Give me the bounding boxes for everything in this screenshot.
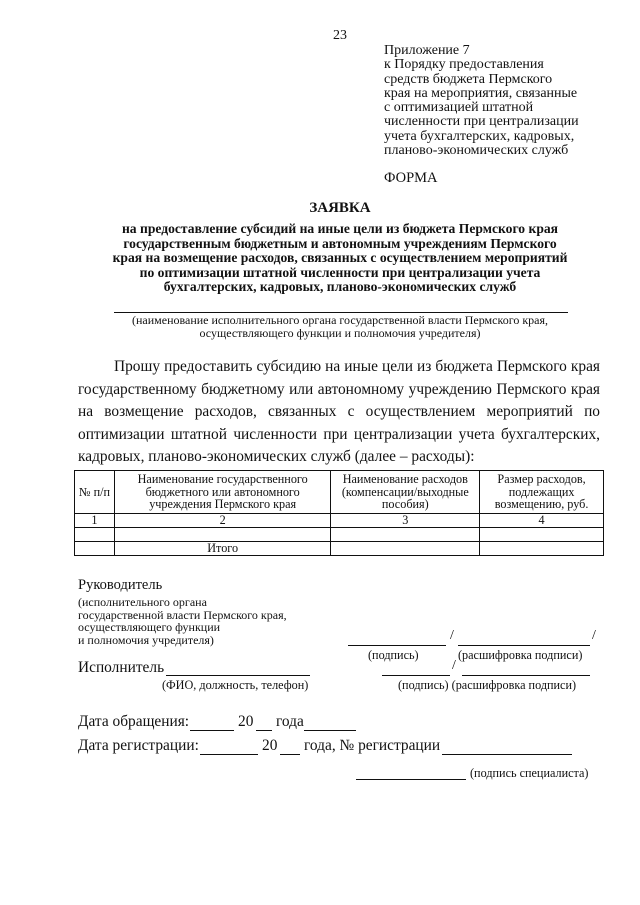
column-number: 3 — [331, 514, 480, 528]
application-year-suffix: года — [276, 713, 304, 730]
table-total-row — [75, 541, 604, 555]
org-caption-line: (наименование исполнительного органа государственной власти Пермского края, — [131, 313, 548, 327]
slash: / — [452, 658, 456, 673]
registration-date-label: Дата регистрации: — [78, 737, 199, 754]
head-caption-line: (исполнительного органа — [78, 595, 207, 609]
specialist-caption: (подпись специалиста) — [470, 766, 589, 780]
annex-line: Приложение 7 — [384, 43, 470, 58]
form-label: ФОРМА — [384, 170, 438, 186]
table-cell[interactable] — [114, 527, 331, 541]
table-row — [75, 527, 604, 541]
transcript-caption: (расшифровка подписи) — [458, 648, 583, 662]
annex-line: учета бухгалтерских, кадровых, — [384, 128, 575, 144]
executor-label: Исполнитель — [78, 659, 165, 676]
annex-line: к Порядку предоставления — [384, 57, 544, 73]
total-label: Итого — [114, 541, 331, 555]
annex-header — [384, 44, 616, 158]
page-number: 23 — [333, 28, 347, 43]
application-year-field[interactable] — [256, 730, 272, 731]
annex-line: планово-экономических служб — [384, 143, 569, 159]
application-extra-field[interactable] — [304, 730, 356, 731]
table-cell[interactable] — [331, 541, 480, 555]
request-text: Прошу предоставить субсидию на иные цели из бюджета Пермского края государственному бюджетному или автономному учреждению Пермского края на возмещение расходов, связанных с осуществлением мероприятий по оптимизации штатной численности при централизации учета бухгалтерских, кадровых, планово-экономических служб (далее – расходы): — [78, 358, 600, 466]
application-date-label: Дата обращения: — [78, 713, 190, 730]
head-caption-line: осуществляющего функции — [78, 620, 221, 635]
request-paragraph — [78, 356, 600, 469]
specialist-signature-field[interactable] — [356, 779, 466, 780]
executor-name-field[interactable] — [166, 675, 310, 676]
annex-line: средств бюджета Пермского — [384, 71, 553, 87]
head-transcript-field[interactable] — [458, 645, 590, 646]
head-title: Руководитель — [78, 577, 163, 593]
application-year: 20 — [238, 713, 254, 730]
subtitle-line: на предоставление субсидий на иные цели из бюджета Пермского края — [121, 221, 559, 236]
org-caption-line: осуществляющего функции и полномочия учредителя) — [199, 326, 481, 340]
document-title: ЗАЯВКА — [309, 200, 371, 216]
table-column-numbers-row — [75, 514, 604, 528]
column-number: 4 — [480, 514, 604, 528]
header-expense-amount: Размер расходов, подлежащих возмещению, руб. — [480, 471, 604, 514]
subtitle-line: бухгалтерских, кадровых, планово-экономических служб — [163, 279, 517, 294]
registration-year: 20 — [262, 737, 278, 754]
registration-date-field[interactable] — [200, 754, 258, 755]
table-cell[interactable] — [331, 527, 480, 541]
slash: / — [450, 628, 454, 643]
executor-transcript-field[interactable] — [462, 675, 590, 676]
slash: / — [592, 628, 596, 643]
table-cell — [75, 541, 115, 555]
column-number: 1 — [75, 514, 115, 528]
annex-line: с оптимизацией штатной — [384, 100, 534, 116]
head-caption-line: государственной власти Пермского края, — [78, 607, 287, 622]
executor-signature-caption: (подпись) (расшифровка подписи) — [398, 678, 577, 692]
head-signature-field[interactable] — [348, 645, 446, 646]
application-date-field[interactable] — [190, 730, 234, 731]
org-name-caption — [80, 314, 600, 340]
head-caption-line: и полномочия учредителя) — [78, 633, 214, 648]
annex-line: численности при централизации — [384, 114, 579, 130]
executor-signature-field[interactable] — [382, 675, 450, 676]
header-number: № п/п — [75, 471, 115, 514]
annex-line: края на мероприятия, связанные — [384, 85, 578, 101]
table-cell[interactable] — [75, 527, 115, 541]
header-institution: Наименование государственного бюджетного или автономного учреждения Пермского края — [114, 471, 331, 514]
column-number: 2 — [114, 514, 331, 528]
head-caption — [78, 596, 287, 647]
subtitle-line: государственным бюджетным и автономным учреждениям Пермского — [123, 235, 557, 251]
registration-year-suffix: года, № регистрации — [304, 737, 441, 754]
table-header-row — [75, 471, 604, 514]
signature-caption: (подпись) — [368, 648, 419, 662]
header-expense-name: Наименование расходов (компенсации/выходные пособия) — [331, 471, 480, 514]
table-cell[interactable] — [480, 527, 604, 541]
subtitle-line: по оптимизации штатной численности при централизации учета — [139, 264, 541, 280]
executor-caption: (ФИО, должность, телефон) — [162, 678, 309, 692]
subtitle-line: края на возмещение расходов, связанных с осуществлением мероприятий — [112, 250, 568, 265]
table-cell[interactable] — [480, 541, 604, 555]
expenses-table — [74, 470, 604, 556]
document-subtitle — [60, 222, 620, 295]
registration-number-field[interactable] — [442, 754, 572, 755]
registration-year-field[interactable] — [280, 754, 300, 755]
